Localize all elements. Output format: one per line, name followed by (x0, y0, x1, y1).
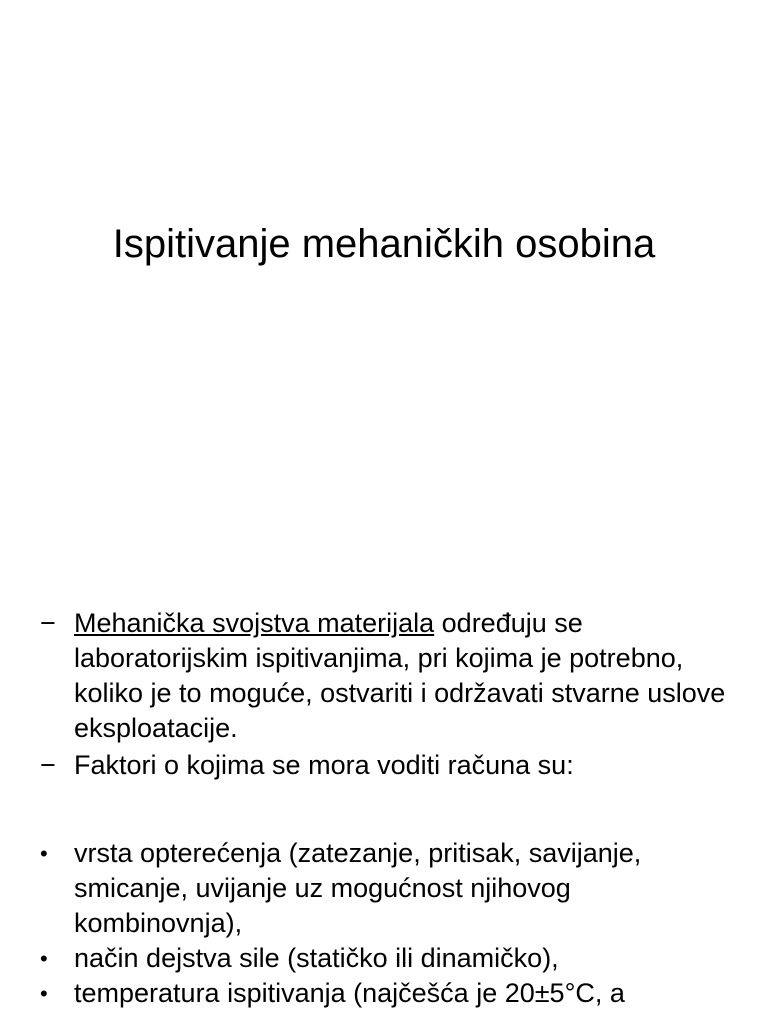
slide-body-list (40, 606, 730, 1011)
bullet-marker: • (40, 841, 48, 866)
dash-marker: − (40, 750, 56, 780)
dash-marker: − (40, 608, 56, 638)
bullet-item (40, 976, 730, 1011)
list-item-text: određuju se laboratorijskim ispitivanjima, pri kojima je potrebno, koliko je to moguće, ostvariti i održavati stvarne uslove eksploatacije. (74, 608, 726, 743)
bullet-item (40, 941, 730, 976)
bullet-marker: • (40, 981, 48, 1006)
bullet-item (40, 836, 730, 941)
bullet-text: način dejstva sile (statičko ili dinamičko), (74, 943, 559, 973)
bullet-marker: • (40, 946, 48, 971)
spacer (40, 783, 730, 836)
list-item (40, 606, 730, 746)
list-item (40, 748, 730, 783)
bullet-text: temperatura ispitivanja (najčešća je 20±5°C, a (74, 978, 625, 1008)
underlined-term: Mehanička svojstva materijala (74, 608, 435, 638)
bullet-text: vrsta opterećenja (zatezanje, pritisak, savijanje, smicanje, uvijanje uz mogućnost njihovog kombinovnja), (74, 838, 642, 938)
list-item-text: Faktori o kojima se mora voditi računa su: (74, 750, 574, 780)
slide-title: Ispitivanje mehaničkih osobina (112, 222, 656, 266)
